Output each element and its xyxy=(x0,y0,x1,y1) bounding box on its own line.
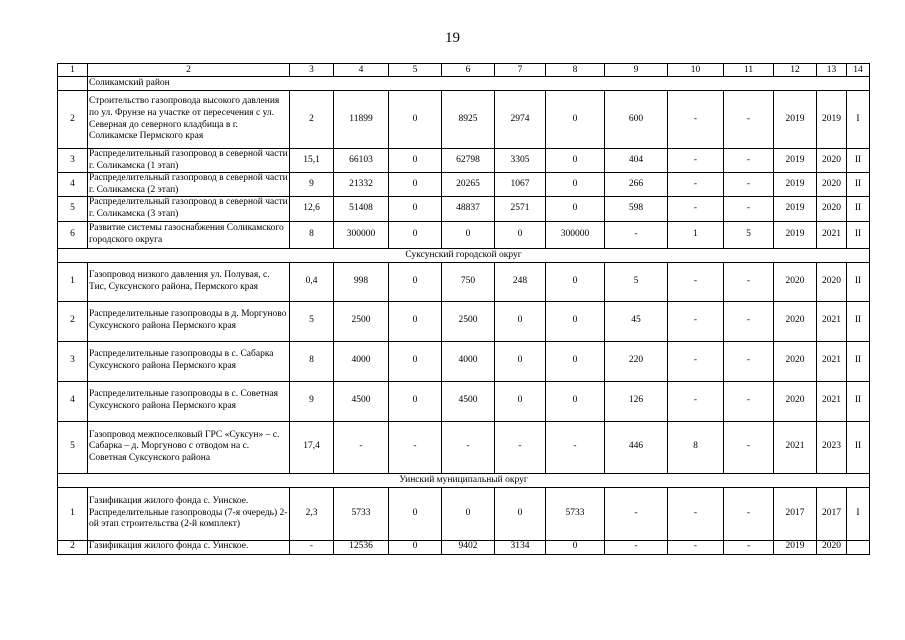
length-cell: 12,6 xyxy=(290,197,334,221)
header-row xyxy=(58,64,870,77)
end-year-cell: 2020 xyxy=(817,173,847,197)
table-row xyxy=(58,221,870,248)
priority-cell: II xyxy=(847,221,870,248)
header-cell-12: 12 xyxy=(774,64,817,77)
funds-other-cell: 0 xyxy=(495,301,546,341)
funds-budget-cell: 0 xyxy=(546,540,605,554)
table-row xyxy=(58,421,870,473)
table-row xyxy=(58,262,870,301)
length-cell: 2 xyxy=(290,91,334,149)
start-year-cell: 2020 xyxy=(774,262,817,301)
section-title: Уинский муниципальный округ xyxy=(58,473,870,487)
object-name-cell: Распределительные газопроводы в д. Моргуново Суксунского района Пермского края xyxy=(88,301,290,341)
settlements-cell: - xyxy=(668,540,724,554)
funds-company-cell: 48837 xyxy=(442,197,495,221)
funds-budget-cell: 0 xyxy=(546,197,605,221)
funds-federal-cell: 0 xyxy=(389,173,442,197)
funds-budget-cell: 0 xyxy=(546,262,605,301)
priority-cell: II xyxy=(847,173,870,197)
cost-total-cell: 21332 xyxy=(334,173,389,197)
row-number-cell: 2 xyxy=(58,540,88,554)
start-year-cell: 2017 xyxy=(774,487,817,540)
funds-budget-cell: 0 xyxy=(546,91,605,149)
funds-company-cell: 750 xyxy=(442,262,495,301)
boiler-houses-cell: - xyxy=(724,421,774,473)
funds-federal-cell: 0 xyxy=(389,221,442,248)
object-name-cell: Распределительные газопроводы в с. Сабарка Суксунского района Пермского края xyxy=(88,341,290,381)
end-year-cell: 2020 xyxy=(817,197,847,221)
header-cell-1: 1 xyxy=(58,64,88,77)
section-row xyxy=(58,473,870,487)
header-cell-6: 6 xyxy=(442,64,495,77)
object-name-cell: Распределительный газопровод в северной части г. Соликамска (2 этап) xyxy=(88,173,290,197)
table-row xyxy=(58,540,870,554)
length-cell: 8 xyxy=(290,221,334,248)
cost-total-cell: 300000 xyxy=(334,221,389,248)
funds-budget-cell: 0 xyxy=(546,149,605,173)
funds-federal-cell: 0 xyxy=(389,262,442,301)
cost-total-cell: 12536 xyxy=(334,540,389,554)
object-name-cell: Распределительный газопровод в северной части г. Соликамска (1 этап) xyxy=(88,149,290,173)
row-number-cell: 3 xyxy=(58,149,88,173)
row-number-cell: 5 xyxy=(58,421,88,473)
funds-other-cell: 2974 xyxy=(495,91,546,149)
length-cell: 9 xyxy=(290,173,334,197)
funds-budget-cell: 5733 xyxy=(546,487,605,540)
row-number-cell: 4 xyxy=(58,173,88,197)
settlements-cell: 8 xyxy=(668,421,724,473)
end-year-cell: 2020 xyxy=(817,149,847,173)
boiler-houses-cell: - xyxy=(724,197,774,221)
object-name-cell: Газопровод низкого давления ул. Полувая, с. Тис, Суксунского района, Пермского края xyxy=(88,262,290,301)
funds-other-cell: 3305 xyxy=(495,149,546,173)
households-cell: 5 xyxy=(605,262,668,301)
section-title: Соликамский район xyxy=(88,77,870,91)
funds-other-cell: 2571 xyxy=(495,197,546,221)
end-year-cell: 2020 xyxy=(817,540,847,554)
start-year-cell: 2019 xyxy=(774,91,817,149)
funds-federal-cell: 0 xyxy=(389,149,442,173)
funds-company-cell: - xyxy=(442,421,495,473)
object-name-cell: Распределительные газопроводы в с. Советная Суксунского района Пермского края xyxy=(88,381,290,421)
funds-budget-cell: 0 xyxy=(546,173,605,197)
funds-budget-cell: 0 xyxy=(546,341,605,381)
funds-other-cell: 0 xyxy=(495,381,546,421)
settlements-cell: - xyxy=(668,173,724,197)
households-cell: - xyxy=(605,540,668,554)
start-year-cell: 2021 xyxy=(774,421,817,473)
start-year-cell: 2019 xyxy=(774,173,817,197)
length-cell: 2,3 xyxy=(290,487,334,540)
settlements-cell: - xyxy=(668,197,724,221)
priority-cell: II xyxy=(847,197,870,221)
row-number-cell: 2 xyxy=(58,91,88,149)
table-row xyxy=(58,91,870,149)
header-cell-14: 14 xyxy=(847,64,870,77)
priority-cell: II xyxy=(847,381,870,421)
header-cell-7: 7 xyxy=(495,64,546,77)
funds-budget-cell: - xyxy=(546,421,605,473)
cost-total-cell: - xyxy=(334,421,389,473)
households-cell: 600 xyxy=(605,91,668,149)
priority-cell xyxy=(847,540,870,554)
settlements-cell: - xyxy=(668,487,724,540)
settlements-cell: 1 xyxy=(668,221,724,248)
funds-budget-cell: 0 xyxy=(546,301,605,341)
households-cell: 220 xyxy=(605,341,668,381)
row-number-cell: 1 xyxy=(58,487,88,540)
start-year-cell: 2020 xyxy=(774,341,817,381)
length-cell: 9 xyxy=(290,381,334,421)
funds-federal-cell: - xyxy=(389,421,442,473)
header-cell-5: 5 xyxy=(389,64,442,77)
row-number-cell: 4 xyxy=(58,381,88,421)
section-blank-cell xyxy=(58,77,88,91)
cost-total-cell: 998 xyxy=(334,262,389,301)
funds-federal-cell: 0 xyxy=(389,91,442,149)
funds-other-cell: - xyxy=(495,421,546,473)
end-year-cell: 2021 xyxy=(817,381,847,421)
object-name-cell: Строительство газопровода высокого давления по ул. Фрунзе на участке от пересечения с ул. Северная до северного кладбища в г. Соликамске Пермского края xyxy=(88,91,290,149)
start-year-cell: 2019 xyxy=(774,149,817,173)
header-cell-9: 9 xyxy=(605,64,668,77)
priority-cell: II xyxy=(847,301,870,341)
funds-federal-cell: 0 xyxy=(389,341,442,381)
cost-total-cell: 2500 xyxy=(334,301,389,341)
cost-total-cell: 51408 xyxy=(334,197,389,221)
row-number-cell: 1 xyxy=(58,262,88,301)
section-title: Суксунский городской округ xyxy=(58,248,870,262)
header-cell-8: 8 xyxy=(546,64,605,77)
funds-company-cell: 4000 xyxy=(442,341,495,381)
section-row xyxy=(58,77,870,91)
table-row xyxy=(58,173,870,197)
priority-cell: II xyxy=(847,341,870,381)
households-cell: 404 xyxy=(605,149,668,173)
object-name-cell: Газификация жилого фонда с. Уинское. Распределительные газопроводы (7-я очередь) 2-ой этап строительства (2-й комплект) xyxy=(88,487,290,540)
page-number: 19 xyxy=(445,30,460,46)
boiler-houses-cell: - xyxy=(724,149,774,173)
end-year-cell: 2019 xyxy=(817,91,847,149)
start-year-cell: 2020 xyxy=(774,381,817,421)
boiler-houses-cell: - xyxy=(724,91,774,149)
funds-federal-cell: 0 xyxy=(389,301,442,341)
cost-total-cell: 5733 xyxy=(334,487,389,540)
table-row xyxy=(58,301,870,341)
gas-pipeline-table xyxy=(57,63,870,555)
funds-other-cell: 0 xyxy=(495,341,546,381)
funds-other-cell: 3134 xyxy=(495,540,546,554)
length-cell: 15,1 xyxy=(290,149,334,173)
boiler-houses-cell: - xyxy=(724,341,774,381)
start-year-cell: 2019 xyxy=(774,540,817,554)
funds-company-cell: 2500 xyxy=(442,301,495,341)
header-cell-10: 10 xyxy=(668,64,724,77)
priority-cell: II xyxy=(847,421,870,473)
boiler-houses-cell: - xyxy=(724,381,774,421)
header-cell-4: 4 xyxy=(334,64,389,77)
settlements-cell: - xyxy=(668,149,724,173)
funds-budget-cell: 0 xyxy=(546,381,605,421)
end-year-cell: 2021 xyxy=(817,301,847,341)
object-name-cell: Распределительный газопровод в северной части г. Соликамска (3 этап) xyxy=(88,197,290,221)
households-cell: 446 xyxy=(605,421,668,473)
end-year-cell: 2021 xyxy=(817,221,847,248)
funds-company-cell: 20265 xyxy=(442,173,495,197)
funds-other-cell: 248 xyxy=(495,262,546,301)
priority-cell: I xyxy=(847,91,870,149)
end-year-cell: 2017 xyxy=(817,487,847,540)
boiler-houses-cell: - xyxy=(724,487,774,540)
table-row xyxy=(58,149,870,173)
boiler-houses-cell: - xyxy=(724,173,774,197)
boiler-houses-cell: - xyxy=(724,540,774,554)
end-year-cell: 2020 xyxy=(817,262,847,301)
funds-other-cell: 0 xyxy=(495,221,546,248)
funds-other-cell: 0 xyxy=(495,487,546,540)
end-year-cell: 2021 xyxy=(817,341,847,381)
start-year-cell: 2019 xyxy=(774,221,817,248)
funds-company-cell: 4500 xyxy=(442,381,495,421)
length-cell: 0,4 xyxy=(290,262,334,301)
section-row xyxy=(58,248,870,262)
length-cell: 17,4 xyxy=(290,421,334,473)
end-year-cell: 2023 xyxy=(817,421,847,473)
table-row xyxy=(58,341,870,381)
priority-cell: I xyxy=(847,487,870,540)
table-row xyxy=(58,487,870,540)
row-number-cell: 6 xyxy=(58,221,88,248)
households-cell: 126 xyxy=(605,381,668,421)
object-name-cell: Развитие системы газоснабжения Соликамского городского округа xyxy=(88,221,290,248)
settlements-cell: - xyxy=(668,341,724,381)
households-cell: 598 xyxy=(605,197,668,221)
object-name-cell: Газопровод межпоселковый ГРС «Суксун» – с. Сабарка – д. Моргуново с отводом на с. Советная Суксунского района xyxy=(88,421,290,473)
funds-federal-cell: 0 xyxy=(389,381,442,421)
header-cell-2: 2 xyxy=(88,64,290,77)
funds-company-cell: 9402 xyxy=(442,540,495,554)
boiler-houses-cell: - xyxy=(724,262,774,301)
boiler-houses-cell: - xyxy=(724,301,774,341)
funds-other-cell: 1067 xyxy=(495,173,546,197)
row-number-cell: 3 xyxy=(58,341,88,381)
length-cell: 8 xyxy=(290,341,334,381)
header-cell-11: 11 xyxy=(724,64,774,77)
funds-budget-cell: 300000 xyxy=(546,221,605,248)
settlements-cell: - xyxy=(668,262,724,301)
cost-total-cell: 11899 xyxy=(334,91,389,149)
funds-company-cell: 62798 xyxy=(442,149,495,173)
table-row xyxy=(58,381,870,421)
header-cell-3: 3 xyxy=(290,64,334,77)
funds-federal-cell: 0 xyxy=(389,197,442,221)
households-cell: - xyxy=(605,221,668,248)
funds-federal-cell: 0 xyxy=(389,540,442,554)
households-cell: 266 xyxy=(605,173,668,197)
length-cell: - xyxy=(290,540,334,554)
settlements-cell: - xyxy=(668,301,724,341)
row-number-cell: 2 xyxy=(58,301,88,341)
funds-company-cell: 0 xyxy=(442,487,495,540)
object-name-cell: Газификация жилого фонда с. Уинское. xyxy=(88,540,290,554)
settlements-cell: - xyxy=(668,91,724,149)
length-cell: 5 xyxy=(290,301,334,341)
start-year-cell: 2020 xyxy=(774,301,817,341)
start-year-cell: 2019 xyxy=(774,197,817,221)
row-number-cell: 5 xyxy=(58,197,88,221)
households-cell: - xyxy=(605,487,668,540)
funds-company-cell: 0 xyxy=(442,221,495,248)
boiler-houses-cell: 5 xyxy=(724,221,774,248)
header-cell-13: 13 xyxy=(817,64,847,77)
settlements-cell: - xyxy=(668,381,724,421)
funds-company-cell: 8925 xyxy=(442,91,495,149)
cost-total-cell: 4000 xyxy=(334,341,389,381)
table-row xyxy=(58,197,870,221)
cost-total-cell: 66103 xyxy=(334,149,389,173)
funds-federal-cell: 0 xyxy=(389,487,442,540)
priority-cell: II xyxy=(847,262,870,301)
priority-cell: II xyxy=(847,149,870,173)
households-cell: 45 xyxy=(605,301,668,341)
cost-total-cell: 4500 xyxy=(334,381,389,421)
